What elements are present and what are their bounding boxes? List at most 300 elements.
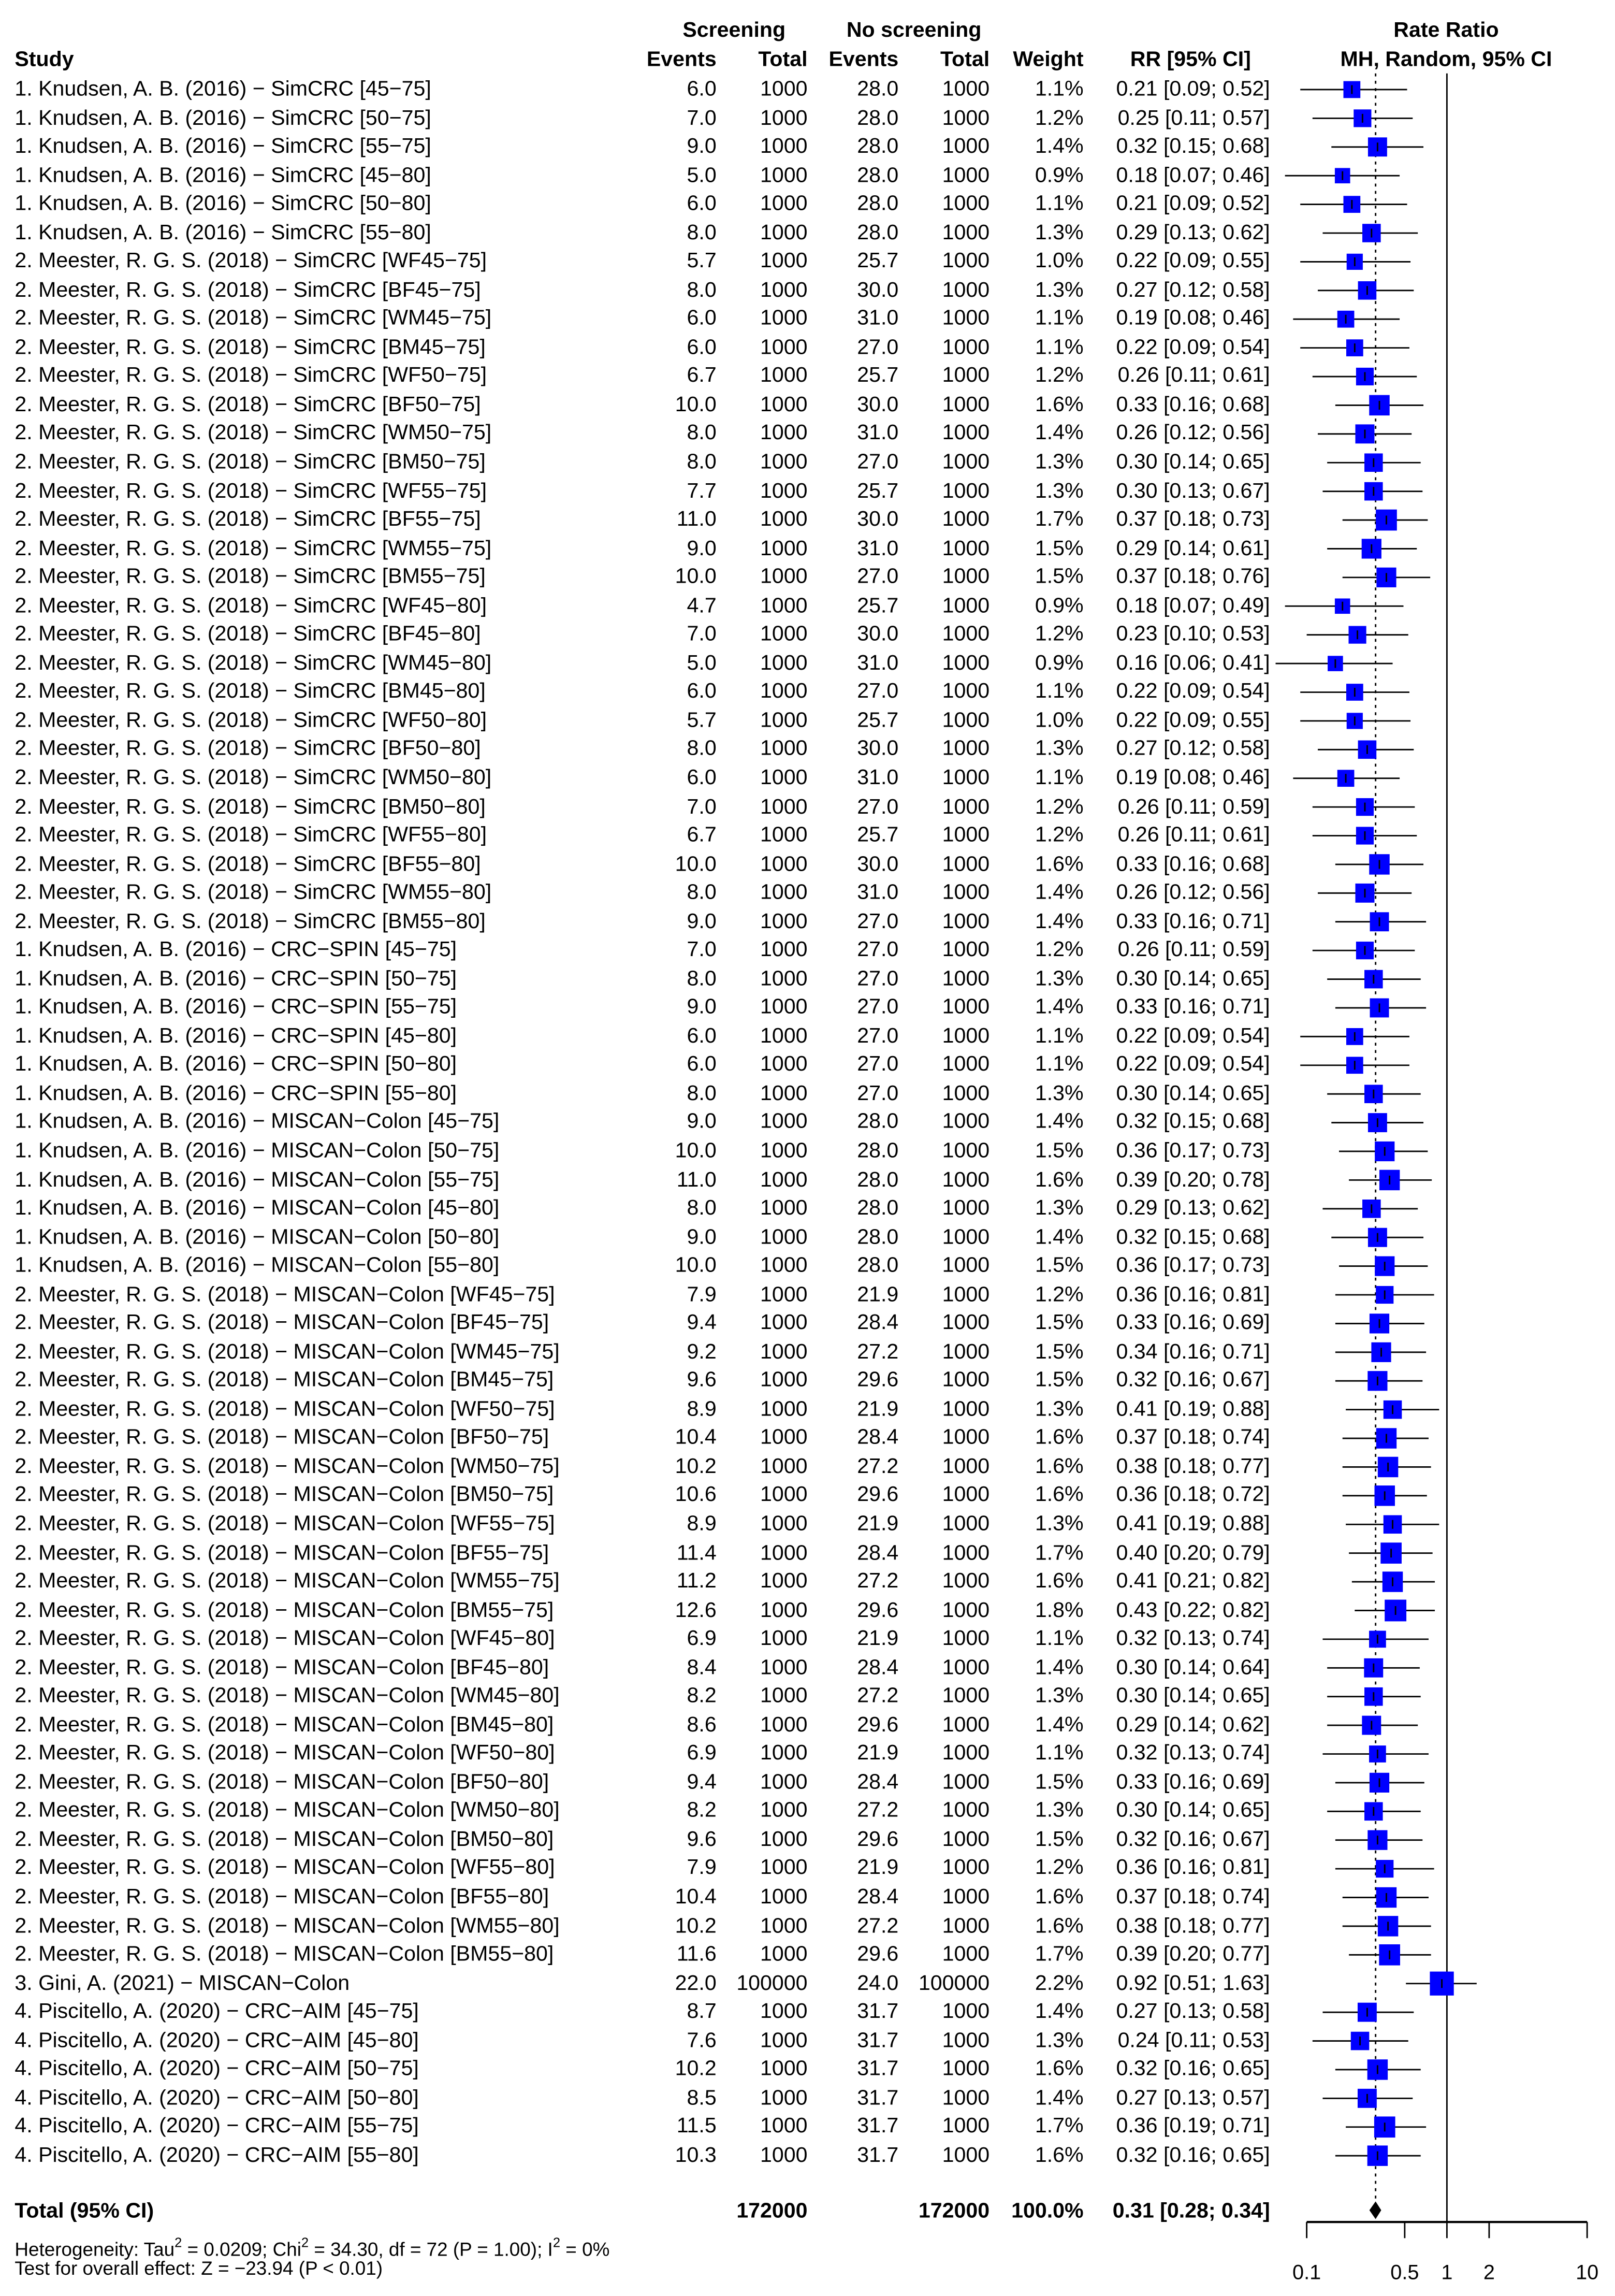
weight: 1.6% bbox=[1035, 1426, 1084, 1450]
study-name: 2. Meester, R. G. S. (2018) − MISCAN−Colon [BM45−80] bbox=[14, 1713, 554, 1737]
total-screening: 1000 bbox=[760, 881, 808, 905]
rr-ci: 0.39 [0.20; 0.77] bbox=[1116, 1943, 1270, 1967]
events-no-screening: 29.6 bbox=[857, 1369, 899, 1393]
total-no-screening: 1000 bbox=[942, 365, 990, 388]
study-name: 1. Knudsen, A. B. (2016) − SimCRC [45−75] bbox=[14, 78, 431, 102]
study-name: 2. Meester, R. G. S. (2018) − MISCAN−Colon [BF45−75] bbox=[14, 1311, 549, 1336]
rr-ci: 0.43 [0.22; 0.82] bbox=[1116, 1598, 1270, 1623]
events-screening: 10.2 bbox=[675, 1914, 717, 1938]
events-screening: 9.2 bbox=[687, 1340, 717, 1364]
total-no-screening: 1000 bbox=[942, 393, 990, 417]
events-screening: 5.7 bbox=[687, 250, 717, 274]
events-screening: 7.0 bbox=[687, 106, 717, 131]
weight: 1.8% bbox=[1035, 1598, 1084, 1623]
total-no-screening: 1000 bbox=[942, 135, 990, 159]
total-screening: 1000 bbox=[760, 967, 808, 991]
total-no-screening: 1000 bbox=[942, 1598, 990, 1623]
total-screening: 1000 bbox=[760, 221, 808, 245]
total-screening: 1000 bbox=[760, 2058, 808, 2082]
study-name: 1. Knudsen, A. B. (2016) − SimCRC [50−80] bbox=[14, 192, 431, 216]
events-screening: 8.0 bbox=[687, 1082, 717, 1106]
total-screening: 1000 bbox=[760, 1254, 808, 1278]
weight: 1.6% bbox=[1035, 853, 1084, 876]
total-screening: 1000 bbox=[760, 938, 808, 962]
rr-ci: 0.37 [0.18; 0.76] bbox=[1116, 566, 1270, 589]
weight: 1.5% bbox=[1035, 1828, 1084, 1852]
events-no-screening: 30.0 bbox=[857, 279, 899, 302]
study-name: 2. Meester, R. G. S. (2018) − SimCRC [BM55−75] bbox=[14, 566, 486, 589]
weight: 1.1% bbox=[1035, 1053, 1084, 1077]
events-screening: 10.2 bbox=[675, 1455, 717, 1479]
total-screening: 1000 bbox=[760, 135, 808, 159]
rr-ci: 0.26 [0.11; 0.59] bbox=[1117, 938, 1270, 962]
events-no-screening: 25.7 bbox=[857, 250, 899, 274]
weight: 1.6% bbox=[1035, 1885, 1084, 1910]
total-no-screening: 1000 bbox=[942, 2144, 990, 2168]
study-name: 1. Knudsen, A. B. (2016) − MISCAN−Colon [50−75] bbox=[14, 1139, 500, 1163]
total-screening: 1000 bbox=[760, 1828, 808, 1852]
rr-ci: 0.41 [0.19; 0.88] bbox=[1116, 1397, 1270, 1422]
het-part: = 34.30, df = 72 (P = 1.00); I bbox=[309, 2238, 553, 2260]
events-screening: 5.0 bbox=[687, 652, 717, 675]
rr-ci: 0.23 [0.10; 0.53] bbox=[1116, 623, 1270, 647]
total-weight: 100.0% bbox=[1011, 2200, 1084, 2223]
weight: 1.2% bbox=[1035, 365, 1084, 388]
total-no-screening: 1000 bbox=[942, 537, 990, 561]
rr-ci: 0.32 [0.15; 0.68] bbox=[1116, 135, 1270, 159]
rr-ci: 0.36 [0.18; 0.72] bbox=[1116, 1484, 1270, 1508]
events-no-screening: 27.0 bbox=[857, 996, 899, 1020]
rr-ci: 0.36 [0.16; 0.81] bbox=[1116, 1283, 1270, 1307]
total-screening: 1000 bbox=[760, 1225, 808, 1249]
rr-ci: 0.41 [0.21; 0.82] bbox=[1116, 1570, 1270, 1594]
events-no-screening: 31.0 bbox=[857, 652, 899, 675]
events-no-screening: 27.2 bbox=[857, 1914, 899, 1938]
events-no-screening: 31.0 bbox=[857, 422, 899, 446]
rr-ci: 0.37 [0.18; 0.73] bbox=[1116, 508, 1270, 532]
total-n2: 172000 bbox=[918, 2200, 990, 2223]
rr-ci: 0.30 [0.14; 0.65] bbox=[1116, 1799, 1270, 1823]
events-no-screening: 28.0 bbox=[857, 1139, 899, 1163]
study-name: 2. Meester, R. G. S. (2018) − MISCAN−Colon [WM55−75] bbox=[14, 1570, 560, 1594]
events-screening: 8.6 bbox=[687, 1713, 717, 1737]
total-no-screening: 1000 bbox=[942, 1369, 990, 1393]
rr-ci: 0.19 [0.08; 0.46] bbox=[1116, 307, 1270, 331]
rr-ci: 0.29 [0.13; 0.62] bbox=[1116, 221, 1270, 245]
rr-ci: 0.30 [0.14; 0.65] bbox=[1116, 967, 1270, 991]
study-name: 2. Meester, R. G. S. (2018) − SimCRC [BF50−80] bbox=[14, 738, 481, 761]
rr-ci: 0.33 [0.16; 0.69] bbox=[1116, 1771, 1270, 1795]
total-no-screening: 1000 bbox=[942, 1225, 990, 1249]
study-name: 1. Knudsen, A. B. (2016) − MISCAN−Colon [55−75] bbox=[14, 1168, 500, 1192]
total-no-screening: 1000 bbox=[942, 1799, 990, 1823]
weight: 1.4% bbox=[1035, 881, 1084, 905]
plot-subtitle: MH, Random, 95% CI bbox=[1340, 48, 1552, 72]
weight: 1.3% bbox=[1035, 1197, 1084, 1221]
weight: 1.2% bbox=[1035, 623, 1084, 647]
total-screening: 1000 bbox=[760, 336, 808, 360]
events-screening: 10.6 bbox=[675, 1484, 717, 1508]
het-part: = 0% bbox=[560, 2238, 610, 2260]
total-no-screening: 1000 bbox=[942, 422, 990, 446]
weight: 1.5% bbox=[1035, 1254, 1084, 1278]
rr-ci: 0.36 [0.17; 0.73] bbox=[1116, 1139, 1270, 1163]
events-no-screening: 28.4 bbox=[857, 1541, 899, 1565]
weight: 1.3% bbox=[1035, 1799, 1084, 1823]
rr-ci: 0.22 [0.09; 0.55] bbox=[1116, 250, 1270, 274]
events-screening: 6.0 bbox=[687, 336, 717, 360]
total-screening: 1000 bbox=[760, 2144, 808, 2168]
events-no-screening: 31.7 bbox=[857, 2058, 899, 2082]
total-no-screening: 1000 bbox=[942, 853, 990, 876]
events-screening: 8.5 bbox=[687, 2086, 717, 2111]
rr-ci: 0.30 [0.14; 0.64] bbox=[1116, 1656, 1270, 1680]
events-no-screening: 31.7 bbox=[857, 2086, 899, 2111]
events-screening: 6.0 bbox=[687, 1053, 717, 1077]
events-screening: 9.0 bbox=[687, 996, 717, 1020]
total-no-screening: 1000 bbox=[942, 1283, 990, 1307]
events-screening: 7.7 bbox=[687, 479, 717, 503]
events-no-screening: 28.0 bbox=[857, 164, 899, 187]
events-no-screening: 24.0 bbox=[857, 1972, 899, 1996]
events-no-screening: 25.7 bbox=[857, 709, 899, 733]
total-screening: 1000 bbox=[760, 2086, 808, 2111]
weight: 1.1% bbox=[1035, 680, 1084, 704]
events-no-screening: 28.4 bbox=[857, 1885, 899, 1910]
rr-ci: 0.32 [0.15; 0.68] bbox=[1116, 1110, 1270, 1135]
events-screening: 10.2 bbox=[675, 2058, 717, 2082]
study-name: 2. Meester, R. G. S. (2018) − SimCRC [WM50−80] bbox=[14, 766, 492, 790]
events-no-screening: 29.6 bbox=[857, 1828, 899, 1852]
weight: 1.3% bbox=[1035, 967, 1084, 991]
weight: 1.6% bbox=[1035, 2144, 1084, 2168]
total-no-screening: 1000 bbox=[942, 2115, 990, 2139]
events-no-screening: 29.6 bbox=[857, 1484, 899, 1508]
events-no-screening: 27.0 bbox=[857, 795, 899, 819]
study-name: 2. Meester, R. G. S. (2018) − SimCRC [BM45−75] bbox=[14, 336, 486, 360]
rr-ci: 0.38 [0.18; 0.77] bbox=[1116, 1914, 1270, 1938]
weight: 1.3% bbox=[1035, 221, 1084, 245]
total-screening: 1000 bbox=[760, 594, 808, 618]
weight: 1.4% bbox=[1035, 910, 1084, 934]
study-name: 2. Meester, R. G. S. (2018) − SimCRC [BF55−80] bbox=[14, 853, 481, 876]
total-screening: 1000 bbox=[760, 106, 808, 131]
events-screening: 11.6 bbox=[676, 1943, 717, 1967]
events-no-screening: 27.0 bbox=[857, 938, 899, 962]
total-no-screening: 1000 bbox=[942, 1053, 990, 1077]
rr-ci: 0.27 [0.13; 0.57] bbox=[1116, 2086, 1270, 2111]
total-screening: 1000 bbox=[760, 1512, 808, 1536]
study-name: 2. Meester, R. G. S. (2018) − SimCRC [BM50−75] bbox=[14, 451, 486, 474]
total-no-screening: 1000 bbox=[942, 1943, 990, 1967]
total-screening: 1000 bbox=[760, 164, 808, 187]
events-no-screening: 21.9 bbox=[857, 1627, 899, 1651]
total-no-screening: 1000 bbox=[942, 479, 990, 503]
total-no-screening: 1000 bbox=[942, 221, 990, 245]
sup: 2 bbox=[552, 2235, 561, 2250]
total-no-screening: 1000 bbox=[942, 250, 990, 274]
rr-ci: 0.29 [0.13; 0.62] bbox=[1116, 1197, 1270, 1221]
events-no-screening: 29.6 bbox=[857, 1713, 899, 1737]
events-screening: 7.0 bbox=[687, 938, 717, 962]
weight: 1.6% bbox=[1035, 2058, 1084, 2082]
events-screening: 7.9 bbox=[687, 1283, 717, 1307]
events-no-screening: 31.7 bbox=[857, 2115, 899, 2139]
total-no-screening: 1000 bbox=[942, 910, 990, 934]
study-name: 1. Knudsen, A. B. (2016) − CRC−SPIN [55−75] bbox=[14, 996, 457, 1020]
rr-ci: 0.30 [0.14; 0.65] bbox=[1116, 1684, 1270, 1709]
rr-ci: 0.22 [0.09; 0.54] bbox=[1116, 1024, 1270, 1049]
study-name: 4. Piscitello, A. (2020) − CRC−AIM [55−80] bbox=[14, 2144, 419, 2168]
rr-ci: 0.30 [0.14; 0.65] bbox=[1116, 1082, 1270, 1106]
events-screening: 9.6 bbox=[687, 1369, 717, 1393]
rr-ci: 0.32 [0.16; 0.65] bbox=[1116, 2058, 1270, 2082]
rr-ci: 0.26 [0.12; 0.56] bbox=[1116, 422, 1270, 446]
total-screening: 1000 bbox=[760, 766, 808, 790]
total-screening: 1000 bbox=[760, 1369, 808, 1393]
events-screening: 8.0 bbox=[687, 221, 717, 245]
events-screening: 4.7 bbox=[687, 594, 717, 618]
weight: 1.1% bbox=[1035, 336, 1084, 360]
events-no-screening: 30.0 bbox=[857, 853, 899, 876]
events-no-screening: 21.9 bbox=[857, 1283, 899, 1307]
study-name: 3. Gini, A. (2021) − MISCAN−Colon bbox=[14, 1972, 350, 1996]
rr-ci: 0.33 [0.16; 0.71] bbox=[1116, 910, 1270, 934]
total-n1: 172000 bbox=[736, 2200, 808, 2223]
events-no-screening: 21.9 bbox=[857, 1742, 899, 1766]
rr-ci: 0.25 [0.11; 0.57] bbox=[1117, 106, 1270, 131]
total-no-screening: 1000 bbox=[942, 2000, 990, 2024]
rr-ci: 0.22 [0.09; 0.55] bbox=[1116, 709, 1270, 733]
rr-ci: 0.33 [0.16; 0.69] bbox=[1116, 1311, 1270, 1336]
weight: 1.2% bbox=[1035, 795, 1084, 819]
header-events2: Events bbox=[828, 48, 899, 72]
weight: 0.9% bbox=[1035, 594, 1084, 618]
total-label: Total (95% CI) bbox=[14, 2200, 154, 2223]
rr-ci: 0.33 [0.16; 0.68] bbox=[1116, 393, 1270, 417]
events-screening: 9.0 bbox=[687, 1110, 717, 1135]
rr-ci: 0.32 [0.15; 0.68] bbox=[1116, 1225, 1270, 1249]
total-screening: 1000 bbox=[760, 479, 808, 503]
total-screening: 1000 bbox=[760, 1656, 808, 1680]
rr-ci: 0.30 [0.13; 0.67] bbox=[1116, 479, 1270, 503]
rr-ci: 0.24 [0.11; 0.53] bbox=[1117, 2029, 1270, 2053]
header-screening: Screening bbox=[682, 19, 786, 43]
rr-ci: 0.26 [0.11; 0.59] bbox=[1117, 795, 1270, 819]
events-no-screening: 28.0 bbox=[857, 1197, 899, 1221]
total-screening: 1000 bbox=[760, 1168, 808, 1192]
total-no-screening: 1000 bbox=[942, 78, 990, 102]
total-no-screening: 1000 bbox=[942, 192, 990, 216]
events-screening: 11.5 bbox=[676, 2115, 717, 2139]
total-no-screening: 1000 bbox=[942, 451, 990, 474]
events-no-screening: 27.0 bbox=[857, 680, 899, 704]
events-no-screening: 29.6 bbox=[857, 1598, 899, 1623]
study-name: 2. Meester, R. G. S. (2018) − SimCRC [BM50−80] bbox=[14, 795, 486, 819]
total-screening: 1000 bbox=[760, 652, 808, 675]
rr-ci: 0.26 [0.11; 0.61] bbox=[1117, 824, 1270, 848]
study-name: 2. Meester, R. G. S. (2018) − SimCRC [BF45−80] bbox=[14, 623, 481, 647]
events-no-screening: 30.0 bbox=[857, 623, 899, 647]
weight: 1.4% bbox=[1035, 422, 1084, 446]
study-name: 2. Meester, R. G. S. (2018) − MISCAN−Colon [WF45−75] bbox=[14, 1283, 555, 1307]
total-screening: 1000 bbox=[760, 451, 808, 474]
weight: 1.4% bbox=[1035, 1656, 1084, 1680]
study-name: 2. Meester, R. G. S. (2018) − SimCRC [WF50−75] bbox=[14, 365, 487, 388]
weight: 1.1% bbox=[1035, 1627, 1084, 1651]
events-no-screening: 27.0 bbox=[857, 336, 899, 360]
study-name: 2. Meester, R. G. S. (2018) − MISCAN−Colon [WF50−80] bbox=[14, 1742, 555, 1766]
events-screening: 10.0 bbox=[675, 853, 717, 876]
events-no-screening: 28.4 bbox=[857, 1311, 899, 1336]
weight: 1.4% bbox=[1035, 996, 1084, 1020]
study-name: 2. Meester, R. G. S. (2018) − MISCAN−Colon [WM45−75] bbox=[14, 1340, 560, 1364]
weight: 1.5% bbox=[1035, 1139, 1084, 1163]
total-no-screening: 1000 bbox=[942, 1484, 990, 1508]
events-screening: 9.0 bbox=[687, 1225, 717, 1249]
total-screening: 1000 bbox=[760, 1110, 808, 1135]
total-no-screening: 1000 bbox=[942, 1311, 990, 1336]
weight: 1.5% bbox=[1035, 566, 1084, 589]
events-no-screening: 27.2 bbox=[857, 1684, 899, 1709]
study-name: 2. Meester, R. G. S. (2018) − MISCAN−Colon [BM55−75] bbox=[14, 1598, 554, 1623]
events-no-screening: 28.4 bbox=[857, 1771, 899, 1795]
study-name: 2. Meester, R. G. S. (2018) − MISCAN−Colon [BM50−75] bbox=[14, 1484, 554, 1508]
events-screening: 10.0 bbox=[675, 1254, 717, 1278]
events-no-screening: 27.0 bbox=[857, 1053, 899, 1077]
events-no-screening: 21.9 bbox=[857, 1512, 899, 1536]
rr-ci: 0.26 [0.12; 0.56] bbox=[1116, 881, 1270, 905]
events-no-screening: 27.0 bbox=[857, 967, 899, 991]
total-screening: 1000 bbox=[760, 1713, 808, 1737]
total-screening: 1000 bbox=[760, 1684, 808, 1709]
weight: 1.3% bbox=[1035, 1082, 1084, 1106]
total-no-screening: 1000 bbox=[942, 1828, 990, 1852]
study-name: 1. Knudsen, A. B. (2016) − SimCRC [55−75] bbox=[14, 135, 431, 159]
events-screening: 9.0 bbox=[687, 910, 717, 934]
events-screening: 10.3 bbox=[675, 2144, 717, 2168]
header-events1: Events bbox=[646, 48, 717, 72]
events-no-screening: 31.0 bbox=[857, 307, 899, 331]
events-no-screening: 31.7 bbox=[857, 2000, 899, 2024]
study-name: 2. Meester, R. G. S. (2018) − MISCAN−Colon [WF55−80] bbox=[14, 1857, 555, 1881]
weight: 1.3% bbox=[1035, 1397, 1084, 1422]
total-screening: 1000 bbox=[760, 1197, 808, 1221]
weight: 1.4% bbox=[1035, 1713, 1084, 1737]
weight: 1.5% bbox=[1035, 1340, 1084, 1364]
events-no-screening: 27.0 bbox=[857, 566, 899, 589]
events-screening: 6.0 bbox=[687, 192, 717, 216]
events-screening: 8.9 bbox=[687, 1397, 717, 1422]
weight: 1.4% bbox=[1035, 135, 1084, 159]
study-name: 2. Meester, R. G. S. (2018) − MISCAN−Colon [WF45−80] bbox=[14, 1627, 555, 1651]
events-no-screening: 28.0 bbox=[857, 135, 899, 159]
total-screening: 1000 bbox=[760, 1024, 808, 1049]
events-no-screening: 25.7 bbox=[857, 365, 899, 388]
rr-ci: 0.19 [0.08; 0.46] bbox=[1116, 766, 1270, 790]
events-no-screening: 27.0 bbox=[857, 1024, 899, 1049]
total-no-screening: 1000 bbox=[942, 2058, 990, 2082]
study-name: 2. Meester, R. G. S. (2018) − SimCRC [WM55−75] bbox=[14, 537, 492, 561]
total-no-screening: 1000 bbox=[942, 1885, 990, 1910]
total-no-screening: 1000 bbox=[942, 1082, 990, 1106]
rr-ci: 0.39 [0.20; 0.78] bbox=[1116, 1168, 1270, 1192]
events-no-screening: 30.0 bbox=[857, 393, 899, 417]
rr-ci: 0.21 [0.09; 0.52] bbox=[1116, 192, 1270, 216]
events-screening: 8.0 bbox=[687, 738, 717, 761]
total-no-screening: 1000 bbox=[942, 1340, 990, 1364]
study-name: 2. Meester, R. G. S. (2018) − MISCAN−Colon [BM55−80] bbox=[14, 1943, 554, 1967]
weight: 1.6% bbox=[1035, 1455, 1084, 1479]
total-screening: 1000 bbox=[760, 1053, 808, 1077]
study-name: 1. Knudsen, A. B. (2016) − CRC−SPIN [45−80] bbox=[14, 1024, 457, 1049]
events-no-screening: 30.0 bbox=[857, 508, 899, 532]
weight: 0.9% bbox=[1035, 164, 1084, 187]
events-no-screening: 29.6 bbox=[857, 1943, 899, 1967]
weight: 1.2% bbox=[1035, 938, 1084, 962]
total-no-screening: 1000 bbox=[942, 164, 990, 187]
total-screening: 1000 bbox=[760, 1397, 808, 1422]
study-name: 2. Meester, R. G. S. (2018) − MISCAN−Colon [WM50−80] bbox=[14, 1799, 560, 1823]
overall-effect-text: Test for overall effect: Z = −23.94 (P < 0.01) bbox=[14, 2257, 383, 2279]
study-name: 1. Knudsen, A. B. (2016) − CRC−SPIN [55−80] bbox=[14, 1082, 457, 1106]
total-screening: 100000 bbox=[736, 1972, 808, 1996]
total-screening: 1000 bbox=[760, 1139, 808, 1163]
total-screening: 1000 bbox=[760, 2000, 808, 2024]
study-name: 2. Meester, R. G. S. (2018) − SimCRC [WM55−80] bbox=[14, 881, 492, 905]
total-no-screening: 1000 bbox=[942, 1656, 990, 1680]
total-no-screening: 1000 bbox=[942, 1110, 990, 1135]
header-total1: Total bbox=[758, 48, 808, 72]
events-no-screening: 31.0 bbox=[857, 537, 899, 561]
rr-ci: 0.30 [0.14; 0.65] bbox=[1116, 451, 1270, 474]
events-screening: 7.0 bbox=[687, 795, 717, 819]
study-name: 1. Knudsen, A. B. (2016) − SimCRC [55−80] bbox=[14, 221, 431, 245]
total-screening: 1000 bbox=[760, 422, 808, 446]
study-name: 2. Meester, R. G. S. (2018) − SimCRC [WF50−80] bbox=[14, 709, 487, 733]
rr-ci: 0.16 [0.06; 0.41] bbox=[1116, 652, 1270, 675]
events-no-screening: 28.0 bbox=[857, 221, 899, 245]
events-screening: 12.6 bbox=[675, 1598, 717, 1623]
weight: 1.5% bbox=[1035, 1369, 1084, 1393]
total-no-screening: 1000 bbox=[942, 1197, 990, 1221]
total-screening: 1000 bbox=[760, 393, 808, 417]
weight: 1.7% bbox=[1035, 1943, 1084, 1967]
x-tick-label: 0.1 bbox=[1292, 2261, 1321, 2284]
weight: 1.2% bbox=[1035, 106, 1084, 131]
events-no-screening: 25.7 bbox=[857, 479, 899, 503]
rr-ci: 0.40 [0.20; 0.79] bbox=[1116, 1541, 1270, 1565]
rr-ci: 0.29 [0.14; 0.62] bbox=[1116, 1713, 1270, 1737]
events-no-screening: 28.0 bbox=[857, 78, 899, 102]
study-name: 2. Meester, R. G. S. (2018) − MISCAN−Colon [BM45−75] bbox=[14, 1369, 554, 1393]
rr-ci: 0.27 [0.13; 0.58] bbox=[1116, 2000, 1270, 2024]
total-screening: 1000 bbox=[760, 1914, 808, 1938]
weight: 1.2% bbox=[1035, 824, 1084, 848]
study-name: 2. Meester, R. G. S. (2018) − MISCAN−Colon [BM50−80] bbox=[14, 1828, 554, 1852]
study-name: 1. Knudsen, A. B. (2016) − MISCAN−Colon [55−80] bbox=[14, 1254, 500, 1278]
rr-ci: 0.33 [0.16; 0.68] bbox=[1116, 853, 1270, 876]
plot-title: Rate Ratio bbox=[1393, 19, 1499, 43]
total-screening: 1000 bbox=[760, 250, 808, 274]
rr-ci: 0.92 [0.51; 1.63] bbox=[1116, 1972, 1270, 1996]
events-screening: 22.0 bbox=[675, 1972, 717, 1996]
total-no-screening: 1000 bbox=[942, 2029, 990, 2053]
total-no-screening: 1000 bbox=[942, 307, 990, 331]
total-no-screening: 1000 bbox=[942, 1857, 990, 1881]
events-no-screening: 28.4 bbox=[857, 1656, 899, 1680]
events-no-screening: 28.0 bbox=[857, 1168, 899, 1192]
